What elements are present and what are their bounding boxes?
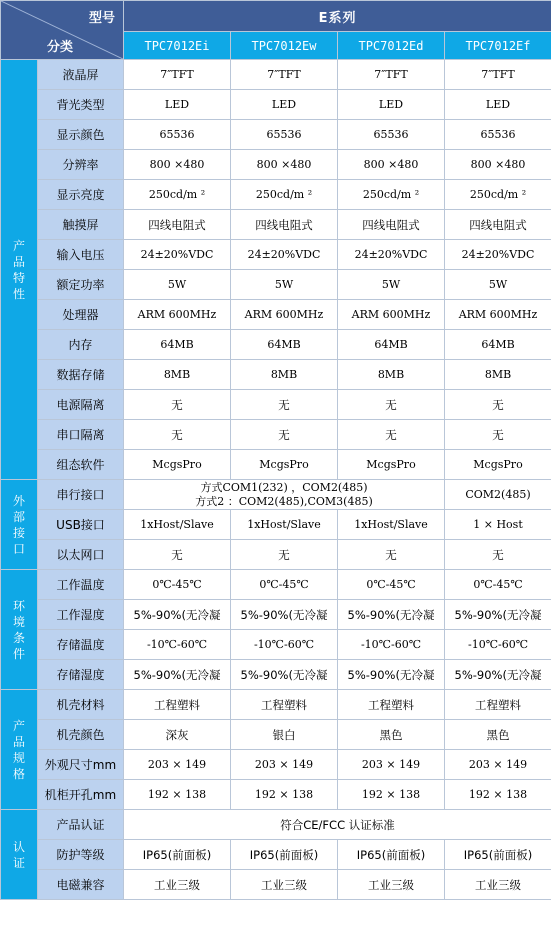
group-specs <box>1 690 38 810</box>
value-cell: 5%-90%(无冷凝 <box>338 600 445 630</box>
value-cell: 无 <box>445 420 551 450</box>
value-cell: 黑色 <box>338 720 445 750</box>
value-cell: 192 × 138 <box>124 780 231 810</box>
value-cell: 工业三级 <box>445 870 551 900</box>
value-cell: 四线电阻式 <box>338 210 445 240</box>
value-cell: 65536 <box>124 120 231 150</box>
value-cell: 65536 <box>338 120 445 150</box>
value-cell: 1xHost/Slave <box>338 510 445 540</box>
row-brightness <box>1 180 551 210</box>
value-cell: COM2(485) <box>445 480 551 510</box>
value-cell: 8MB <box>445 360 551 390</box>
value-cell: 65536 <box>445 120 551 150</box>
value-cell: 64MB <box>231 330 338 360</box>
row-cutout <box>1 780 551 810</box>
value-cell: 8MB <box>124 360 231 390</box>
value-cell: McgsPro <box>445 450 551 480</box>
value-cell: 四线电阻式 <box>445 210 551 240</box>
row-label: 存储温度 <box>38 630 124 660</box>
row-label: 处理器 <box>38 300 124 330</box>
category-label: 分类 <box>47 40 74 55</box>
value-cell: 无 <box>338 540 445 570</box>
value-cell: 24±20%VDC <box>124 240 231 270</box>
row-label: 内存 <box>38 330 124 360</box>
value-cell: 64MB <box>338 330 445 360</box>
row-case-color <box>1 720 551 750</box>
row-label: 电源隔离 <box>38 390 124 420</box>
row-backlight <box>1 90 551 120</box>
value-cell: 无 <box>124 420 231 450</box>
row-store-hum <box>1 660 551 690</box>
value-cell: 203 × 149 <box>231 750 338 780</box>
value-cell: 192 × 138 <box>231 780 338 810</box>
group-label: 认证 <box>12 839 25 870</box>
value-cell: 5W <box>124 270 231 300</box>
row-label: 机壳材料 <box>38 690 124 720</box>
value-cell: 无 <box>445 390 551 420</box>
value-cell: 203 × 149 <box>445 750 551 780</box>
value-cell: 0℃-45℃ <box>124 570 231 600</box>
row-power-iso <box>1 390 551 420</box>
value-cell: -10℃-60℃ <box>445 630 551 660</box>
value-cell: 24±20%VDC <box>231 240 338 270</box>
row-label: 额定功率 <box>38 270 124 300</box>
value-cell: 5W <box>445 270 551 300</box>
row-usb <box>1 510 551 540</box>
row-label: 防护等级 <box>38 840 124 870</box>
value-cell: 深灰 <box>124 720 231 750</box>
value-cell: ARM 600MHz <box>124 300 231 330</box>
value-cell: 8MB <box>231 360 338 390</box>
value-cell: McgsPro <box>124 450 231 480</box>
group-external <box>1 480 38 570</box>
row-colors <box>1 120 551 150</box>
value-cell: 无 <box>338 420 445 450</box>
value-cell: 0℃-45℃ <box>231 570 338 600</box>
value-cell: 203 × 149 <box>124 750 231 780</box>
value-cell: -10℃-60℃ <box>338 630 445 660</box>
value-cell: 工程塑料 <box>231 690 338 720</box>
value-cell: 5%-90%(无冷凝 <box>445 660 551 690</box>
row-label: 产品认证 <box>38 810 124 840</box>
value-cell: LED <box>124 90 231 120</box>
value-cell: 65536 <box>231 120 338 150</box>
value-cell: 1xHost/Slave <box>124 510 231 540</box>
row-label: 分辨率 <box>38 150 124 180</box>
value-cell: ARM 600MHz <box>231 300 338 330</box>
value-cell: LED <box>338 90 445 120</box>
row-work-hum <box>1 600 551 630</box>
value-cell: 24±20%VDC <box>445 240 551 270</box>
value-cell: 24±20%VDC <box>338 240 445 270</box>
value-cell: 工程塑料 <box>338 690 445 720</box>
row-lcd <box>1 60 551 90</box>
row-serial-iso <box>1 420 551 450</box>
value-cell: -10℃-60℃ <box>124 630 231 660</box>
value-cell: LED <box>445 90 551 120</box>
value-cell: 192 × 138 <box>445 780 551 810</box>
value-cell: 0℃-45℃ <box>338 570 445 600</box>
value-cell: 5W <box>338 270 445 300</box>
certification-merged-cell: 符合CE/FCC 认证标准 <box>124 810 551 840</box>
row-label: 机壳颜色 <box>38 720 124 750</box>
row-label: 显示颜色 <box>38 120 124 150</box>
value-cell: 203 × 149 <box>338 750 445 780</box>
group-label: 产品特性 <box>12 238 25 301</box>
serial-merged-cell <box>124 480 445 510</box>
value-cell: 四线电阻式 <box>231 210 338 240</box>
value-cell: ARM 600MHz <box>445 300 551 330</box>
row-serial <box>1 480 551 510</box>
header-corner <box>1 1 124 60</box>
row-label: 以太网口 <box>38 540 124 570</box>
value-cell: -10℃-60℃ <box>231 630 338 660</box>
value-cell: ARM 600MHz <box>338 300 445 330</box>
row-dimensions <box>1 750 551 780</box>
value-cell: 5%-90%(无冷凝 <box>231 660 338 690</box>
value-cell: 7″TFT <box>124 60 231 90</box>
value-cell: 250cd/m ² <box>231 180 338 210</box>
group-features <box>1 60 38 480</box>
row-memory <box>1 330 551 360</box>
model-name: TPC7012Ed <box>338 32 445 60</box>
group-cert <box>1 810 38 900</box>
value-cell: 工程塑料 <box>124 690 231 720</box>
row-label: 工作湿度 <box>38 600 124 630</box>
row-label: 存储湿度 <box>38 660 124 690</box>
value-cell: 无 <box>124 540 231 570</box>
value-cell: 黑色 <box>445 720 551 750</box>
row-label: 串口隔离 <box>38 420 124 450</box>
value-cell: 7″TFT <box>338 60 445 90</box>
row-label: 背光类型 <box>38 90 124 120</box>
value-cell: 7″TFT <box>231 60 338 90</box>
row-label: 串行接口 <box>38 480 124 510</box>
row-case-material <box>1 690 551 720</box>
row-work-temp <box>1 570 551 600</box>
value-cell: 0℃-45℃ <box>445 570 551 600</box>
row-certification <box>1 810 551 840</box>
value-cell: 1xHost/Slave <box>231 510 338 540</box>
group-label: 产品规格 <box>12 718 25 781</box>
row-resolution <box>1 150 551 180</box>
series-title: E系列 <box>124 1 551 32</box>
value-cell: 7″TFT <box>445 60 551 90</box>
value-cell: 250cd/m ² <box>124 180 231 210</box>
group-label: 环境条件 <box>12 598 25 661</box>
row-label: USB接口 <box>38 510 124 540</box>
value-cell: 5W <box>231 270 338 300</box>
value-cell: 无 <box>124 390 231 420</box>
row-ethernet <box>1 540 551 570</box>
row-label: 机柜开孔mm <box>38 780 124 810</box>
row-cpu <box>1 300 551 330</box>
value-cell: LED <box>231 90 338 120</box>
row-label: 触摸屏 <box>38 210 124 240</box>
serial-mode-2: 方式2 ：COM2(485),COM3(485) <box>195 494 373 508</box>
value-cell: 无 <box>445 540 551 570</box>
model-label: 型号 <box>88 11 115 26</box>
value-cell: 5%-90%(无冷凝 <box>124 660 231 690</box>
value-cell: 8MB <box>338 360 445 390</box>
serial-mode-1: 方式COM1(232) ，COM2(485) <box>200 480 368 494</box>
value-cell: 5%-90%(无冷凝 <box>231 600 338 630</box>
row-protection <box>1 840 551 870</box>
value-cell: 800 ×480 <box>231 150 338 180</box>
value-cell: 工程塑料 <box>445 690 551 720</box>
value-cell: IP65(前面板) <box>338 840 445 870</box>
row-label: 液晶屏 <box>38 60 124 90</box>
row-label: 工作温度 <box>38 570 124 600</box>
value-cell: 5%-90%(无冷凝 <box>338 660 445 690</box>
value-cell: 1 × Host <box>445 510 551 540</box>
row-voltage <box>1 240 551 270</box>
row-label: 显示亮度 <box>38 180 124 210</box>
value-cell: 银白 <box>231 720 338 750</box>
row-label: 输入电压 <box>38 240 124 270</box>
value-cell: McgsPro <box>231 450 338 480</box>
row-software <box>1 450 551 480</box>
value-cell: 无 <box>338 390 445 420</box>
value-cell: 64MB <box>445 330 551 360</box>
row-emc <box>1 870 551 900</box>
value-cell: 5%-90%(无冷凝 <box>445 600 551 630</box>
value-cell: 工业三级 <box>338 870 445 900</box>
model-name: TPC7012Ei <box>124 32 231 60</box>
value-cell: IP65(前面板) <box>124 840 231 870</box>
row-store-temp <box>1 630 551 660</box>
value-cell: 无 <box>231 390 338 420</box>
row-storage <box>1 360 551 390</box>
group-environment <box>1 570 38 690</box>
row-label: 数据存储 <box>38 360 124 390</box>
value-cell: 工业三级 <box>124 870 231 900</box>
value-cell: 工业三级 <box>231 870 338 900</box>
value-cell: 800 ×480 <box>338 150 445 180</box>
value-cell: 800 ×480 <box>124 150 231 180</box>
group-label: 外部接口 <box>12 493 25 556</box>
value-cell: 192 × 138 <box>338 780 445 810</box>
value-cell: 5%-90%(无冷凝 <box>124 600 231 630</box>
value-cell: 无 <box>231 420 338 450</box>
row-label: 外观尺寸mm <box>38 750 124 780</box>
value-cell: 800 ×480 <box>445 150 551 180</box>
value-cell: IP65(前面板) <box>445 840 551 870</box>
model-name: TPC7012Ew <box>231 32 338 60</box>
value-cell: 无 <box>231 540 338 570</box>
row-label: 组态软件 <box>38 450 124 480</box>
row-touch <box>1 210 551 240</box>
row-power <box>1 270 551 300</box>
value-cell: IP65(前面板) <box>231 840 338 870</box>
row-label: 电磁兼容 <box>38 870 124 900</box>
value-cell: 64MB <box>124 330 231 360</box>
model-name: TPC7012Ef <box>445 32 551 60</box>
value-cell: 四线电阻式 <box>124 210 231 240</box>
value-cell: 250cd/m ² <box>338 180 445 210</box>
value-cell: 250cd/m ² <box>445 180 551 210</box>
value-cell: McgsPro <box>338 450 445 480</box>
